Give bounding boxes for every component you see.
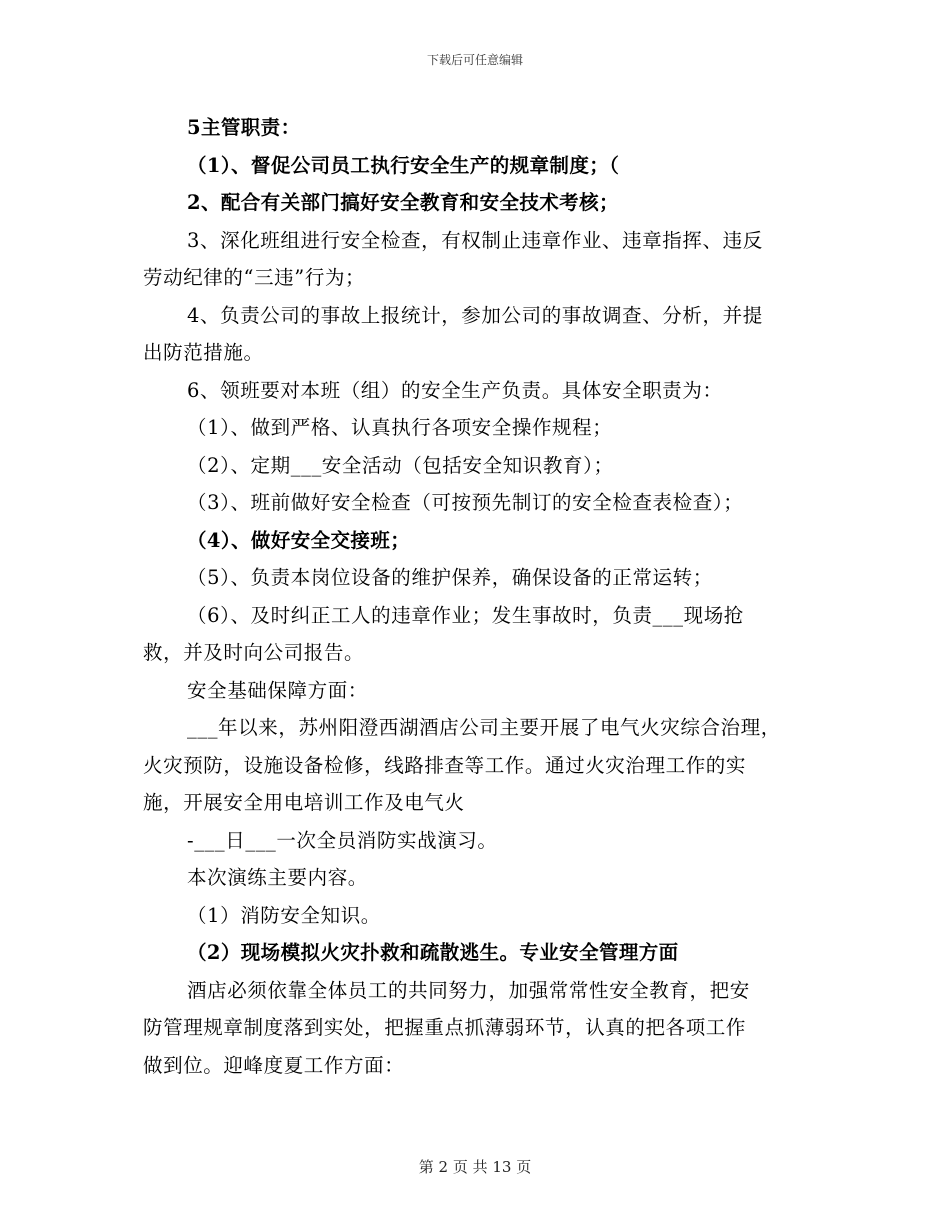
text-line: （3）、班前做好安全检查（可按预先制订的安全检查表检查）； [187,491,744,514]
text-line: （5）、负责本岗位设备的维护保养，确保设备的正常运转； [187,566,713,589]
text-line: ___年以来，苏州阳澄西湖酒店公司主要开展了电气火灾综合治理， [187,716,781,739]
text-line: （6）、及时纠正工人的违章作业；发生事故时，负责___现场抢 [187,603,744,627]
text-line: （4）、做好安全交接班； [187,528,411,552]
text-line: 2、配合有关部门搞好安全教育和安全技术考核； [187,191,619,214]
text-line: 3、深化班组进行安全检查，有权制止违章作业、违章指挥、违反 [187,228,763,252]
document-body [143,113,813,1088]
text-line: （2）现场模拟火灾扑救和疏散逃生。专业安全管理方面 [187,941,679,964]
text-line: 出防范措施。 [143,341,264,364]
text-line: （1）消防安全知识。 [187,903,381,927]
text-line: （1）、做到严格、认真执行各项安全操作规程； [187,416,613,439]
text-line: 4、负责公司的事故上报统计，参加公司的事故调查、分析，并提 [187,303,763,327]
text-line: 火灾预防，设施设备检修，线路排查等工作。通过火灾治理工作的实 [143,753,747,777]
page-header: 下载后可任意编辑 [426,53,523,67]
text-line: 6、领班要对本班（组）的安全生产负责。具体安全职责为： [187,378,723,402]
text-line: 安全基础保障方面： [187,678,368,702]
text-line: 本次演练主要内容。 [187,866,368,889]
text-line: 救，并及时向公司报告。 [143,641,365,664]
text-line: 酒店必须依靠全体员工的共同努力，加强常常性安全教育，把安 [187,978,750,1002]
text-line: 施，开展安全用电培训工作及电气火 [143,791,465,814]
text-line: 做到位。迎峰度夏工作方面： [143,1053,405,1077]
text-line: 防管理规章制度落到实处，把握重点抓薄弱环节，认真的把各项工作 [143,1016,747,1039]
text-line: -___日___一次全员消防实战演习。 [187,828,498,852]
text-line: （2）、定期___安全活动（包括安全知识教育）； [187,453,614,477]
page-footer: 第 2 页 共 13 页 [418,1158,532,1176]
text-line: 劳动纪律的“三违”行为； [143,266,366,289]
text-line: （1）、督促公司员工执行安全生产的规章制度；（ [187,153,620,177]
text-line: 5主管职责： [187,116,301,139]
